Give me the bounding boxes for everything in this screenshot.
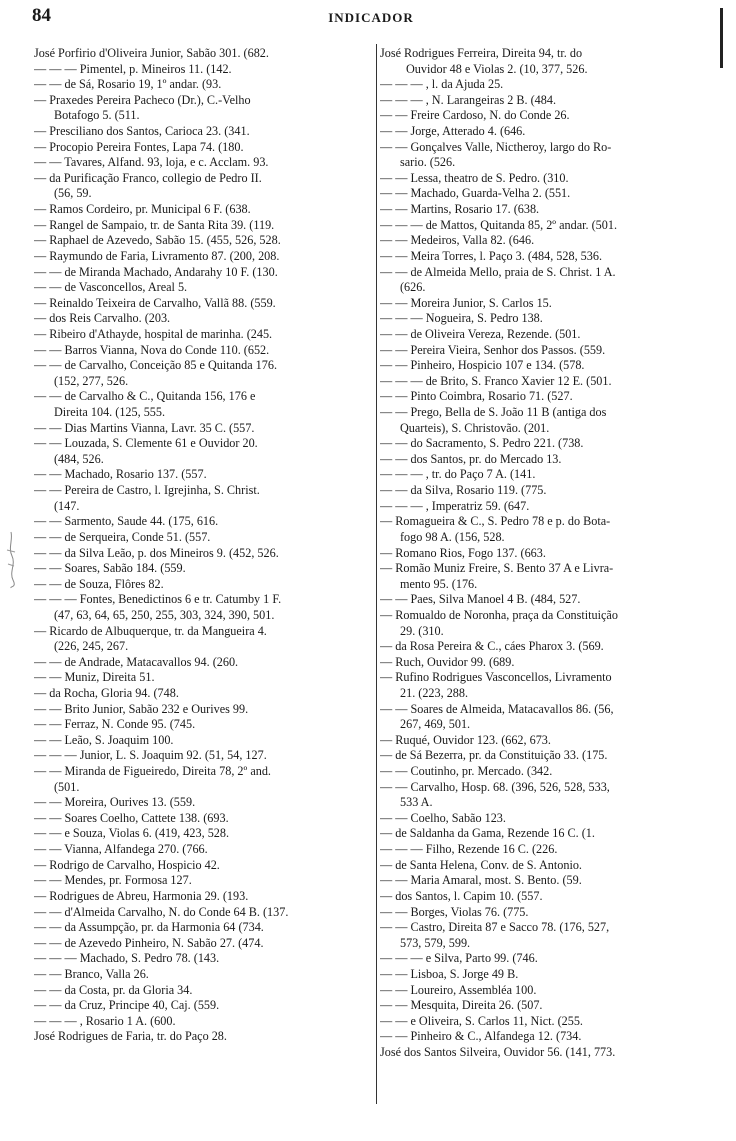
directory-entry-line: — — Pinto Coimbra, Rosario 71. (527. — [380, 389, 573, 404]
margin-scribble — [4, 530, 18, 590]
directory-entry-line: 573, 579, 599. — [400, 935, 471, 950]
directory-entry-line: — Ramos Cordeiro, pr. Municipal 6 F. (638. — [34, 202, 251, 217]
directory-entry-line: — — — , Imperatriz 59. (647. — [380, 498, 530, 513]
directory-entry-line: — — Pinheiro, Hospicio 107 e 134. (578. — [380, 358, 585, 373]
directory-entry-line: — — Soares, Sabão 184. (559. — [34, 561, 186, 576]
directory-entry-line: — — Tavares, Alfand. 93, loja, e c. Acclam. 93. — [34, 155, 269, 170]
directory-entry-line: — Rufino Rodrigues Vasconcellos, Livramento — [380, 670, 612, 685]
directory-entry-line: — — de Carvalho & C., Quitanda 156, 176 e — [34, 389, 256, 404]
directory-entry-line: — dos Santos, l. Capim 10. (557. — [380, 888, 543, 903]
directory-entry-line: — Romualdo de Noronha, praça da Constituição — [380, 607, 618, 622]
directory-entry-line: (147. — [54, 498, 80, 513]
directory-entry-line: José Porfirio d'Oliveira Junior, Sabão 301. (682. — [34, 46, 269, 60]
directory-entry-line: — — Moreira Junior, S. Carlos 15. — [380, 295, 552, 310]
directory-entry-line: — — — Pimentel, p. Mineiros 11. (142. — [34, 61, 232, 76]
directory-entry-line: — — Pinheiro & C., Alfandega 12. (734. — [380, 1029, 582, 1044]
directory-entry-line: — — Ferraz, N. Conde 95. (745. — [34, 717, 196, 732]
directory-entry-line: — — da Silva, Rosario 119. (775. — [380, 483, 547, 498]
directory-entry-line: — Procopio Pereira Fontes, Lapa 74. (180. — [34, 139, 244, 154]
directory-entry-line: — da Rocha, Gloria 94. (748. — [34, 685, 179, 700]
directory-entry-line: — Rodrigues de Abreu, Harmonia 29. (193. — [34, 888, 249, 903]
directory-entry-line: — Ricardo de Albuquerque, tr. da Mangueira 4. — [34, 623, 267, 638]
directory-entry-line: — — — , N. Larangeiras 2 B. (484. — [380, 92, 557, 107]
directory-entry-line: Ouvidor 48 e Violas 2. (10, 377, 526. — [406, 61, 588, 76]
directory-entry-line: — — Maria Amaral, most. S. Bento. (59. — [380, 873, 582, 888]
directory-entry-line: — — da Silva Leão, p. dos Mineiros 9. (452, 526. — [34, 545, 279, 560]
directory-entry-line: (626. — [400, 280, 426, 295]
directory-entry-line: 29. (310. — [400, 623, 444, 638]
directory-entry-line: — — Louzada, S. Clemente 61 e Ouvidor 20. — [34, 436, 258, 451]
directory-entry-line: — — Muniz, Direita 51. — [34, 670, 155, 685]
directory-entry-line: Botafogo 5. (511. — [54, 108, 140, 123]
directory-entry-line: — — de Miranda Machado, Andarahy 10 F. (130. — [34, 264, 278, 279]
directory-entry-line: — — Coutinho, pr. Mercado. (342. — [380, 764, 553, 779]
directory-entry-line: — — Lisboa, S. Jorge 49 B. — [380, 966, 519, 981]
directory-entry-line: — Romagueira & C., S. Pedro 78 e p. do Bota- — [380, 514, 611, 529]
directory-entry-line: — — Martins, Rosario 17. (638. — [380, 202, 540, 217]
directory-entry-line: 267, 469, 501. — [400, 717, 471, 732]
directory-entry-line: fogo 98 A. (156, 528. — [400, 529, 505, 544]
directory-entry-line: 21. (223, 288. — [400, 685, 469, 700]
directory-entry-line: — — Borges, Violas 76. (775. — [380, 904, 529, 919]
directory-entry-line: — — Medeiros, Valla 82. (646. — [380, 233, 535, 248]
directory-entry-line: — de Saldanha da Gama, Rezende 16 C. (1. — [380, 826, 595, 841]
directory-entry-line: — da Rosa Pereira & C., cáes Pharox 3. (569. — [380, 639, 604, 654]
directory-entry-line: — — de Andrade, Matacavallos 94. (260. — [34, 654, 239, 669]
directory-entry-line: — — — , l. da Ajuda 25. — [380, 77, 504, 92]
directory-entry-line: sario. (526. — [400, 155, 456, 170]
directory-entry-line: — — da Costa, pr. da Gloria 34. — [34, 982, 193, 997]
directory-entry-line: — — de Vasconcellos, Areal 5. — [34, 280, 188, 295]
directory-entry-line: — — — e Silva, Parto 99. (746. — [380, 951, 538, 966]
page-header — [26, 5, 716, 27]
directory-entry-line: — — Dias Martins Vianna, Lavr. 35 C. (557. — [34, 420, 255, 435]
directory-entry-line: José dos Santos Silveira, Ouvidor 56. (141, 773. — [380, 1045, 616, 1059]
directory-entry-line: — — Paes, Silva Manoel 4 B. (484, 527. — [380, 592, 581, 607]
directory-entry-line: — — Soares de Almeida, Matacavallos 86. (56, — [380, 701, 614, 716]
directory-entry-line: — — de Sá, Rosario 19, 1º andar. (93. — [34, 77, 222, 92]
directory-entry-line: — — Pereira de Castro, l. Igrejinha, S. Christ. — [34, 483, 260, 498]
directory-entry-line: mento 95. (176. — [400, 576, 478, 591]
directory-entry-line: 533 A. — [400, 795, 433, 810]
directory-entry-line: — — Coelho, Sabão 123. — [380, 810, 506, 825]
directory-entry-line: — Raymundo de Faria, Livramento 87. (200, 208. — [34, 248, 280, 263]
directory-entry-line: — de Santa Helena, Conv. de S. Antonio. — [380, 857, 582, 872]
column-divider — [376, 44, 377, 1104]
directory-entry-line: — Rodrigo de Carvalho, Hospicio 42. — [34, 857, 220, 872]
page-number: 84 — [32, 5, 51, 26]
directory-entry-line: — — de Almeida Mello, praia de S. Christ. 1 A. — [380, 264, 616, 279]
directory-entry-line: — — de Azevedo Pinheiro, N. Sabão 27. (474. — [34, 935, 264, 950]
directory-entry-line: — da Purificação Franco, collegio de Pedro II. — [34, 170, 262, 185]
directory-entry-line: — — — , Rosario 1 A. (600. — [34, 1013, 176, 1028]
directory-entry-line: — — — Fontes, Benedictinos 6 e tr. Catumby 1 F. — [34, 592, 282, 607]
directory-entry-line: — — Pereira Vieira, Senhor dos Passos. (559. — [380, 342, 606, 357]
directory-entry-line: — — de Carvalho, Conceição 85 e Quitanda 176. — [34, 358, 278, 373]
directory-entry-line: — Ribeiro d'Athayde, hospital de marinha. (245. — [34, 326, 273, 341]
directory-entry-line: — — da Cruz, Principe 40, Caj. (559. — [34, 998, 220, 1013]
directory-entry-line: — Presciliano dos Santos, Carioca 23. (341. — [34, 124, 250, 139]
directory-entry-line: — — e Souza, Violas 6. (419, 423, 528. — [34, 826, 230, 841]
directory-entry-line: — Raphael de Azevedo, Sabão 15. (455, 526, 528. — [34, 233, 281, 248]
directory-entry-line: (226, 245, 267. — [54, 639, 129, 654]
directory-entry-line: — — Freire Cardoso, N. do Conde 26. — [380, 108, 570, 123]
directory-entry-line: (501. — [54, 779, 80, 794]
directory-entry-line: — — Loureiro, Assembléa 100. — [380, 982, 537, 997]
directory-entry-line: — — Jorge, Atterado 4. (646. — [380, 124, 526, 139]
right-column — [380, 46, 710, 1061]
directory-entry-line: — — — de Brito, S. Franco Xavier 12 E. (501. — [380, 373, 612, 388]
directory-entry-line: — — Moreira, Ourives 13. (559. — [34, 795, 196, 810]
directory-entry-line: — — Gonçalves Valle, Nictheroy, largo do Ro- — [380, 139, 612, 154]
directory-entry-line: — Rangel de Sampaio, tr. de Santa Rita 39. (119. — [34, 217, 275, 232]
directory-entry-line: (56, 59. — [54, 186, 92, 201]
edge-rule — [720, 8, 723, 68]
directory-entry-line: — — Prego, Bella de S. João 11 B (antiga dos — [380, 405, 607, 420]
directory-entry-line: — — Leão, S. Joaquim 100. — [34, 732, 174, 747]
directory-entry-line: — — Castro, Direita 87 e Sacco 78. (176, 527, — [380, 920, 610, 935]
directory-entry-line: — — do Sacramento, S. Pedro 221. (738. — [380, 436, 584, 451]
directory-entry-line: — — Carvalho, Hosp. 68. (396, 526, 528, 533, — [380, 779, 610, 794]
directory-entry-line: — — Machado, Rosario 137. (557. — [34, 467, 207, 482]
directory-entry-line: — — Mendes, pr. Formosa 127. — [34, 873, 192, 888]
left-column — [34, 46, 374, 1045]
directory-entry-line: — Praxedes Pereira Pacheco (Dr.), C.-Velho — [34, 92, 251, 107]
directory-entry-line: — de Sá Bezerra, pr. da Constituição 33. (175. — [380, 748, 608, 763]
directory-entry-line: — — — Junior, L. S. Joaquim 92. (51, 54, 127. — [34, 748, 267, 763]
directory-entry-line: — — — Machado, S. Pedro 78. (143. — [34, 951, 220, 966]
directory-entry-line: José Rodrigues Ferreira, Direita 94, tr. do — [380, 46, 583, 60]
directory-entry-line: — — Miranda de Figueiredo, Direita 78, 2º and. — [34, 764, 271, 779]
directory-entry-line: — — Soares Coelho, Cattete 138. (693. — [34, 810, 229, 825]
directory-entry-line: — — Meira Torres, l. Paço 3. (484, 528, 536. — [380, 248, 602, 263]
directory-entry-line: Quarteis), S. Christovão. (201. — [400, 420, 550, 435]
directory-entry-line: — — da Assumpção, pr. da Harmonia 64 (734. — [34, 920, 264, 935]
directory-entry-line: — — Sarmento, Saude 44. (175, 616. — [34, 514, 219, 529]
directory-entry-line: — — — de Mattos, Quitanda 85, 2º andar. (501. — [380, 217, 617, 232]
directory-entry-line: — Romano Rios, Fogo 137. (663. — [380, 545, 546, 560]
directory-entry-line: (484, 526. — [54, 451, 104, 466]
directory-entry-line: — Romão Muniz Freire, S. Bento 37 A e Livra- — [380, 561, 614, 576]
directory-entry-line: — — Mesquita, Direita 26. (507. — [380, 998, 543, 1013]
directory-entry-line: Direita 104. (125, 555. — [54, 405, 166, 420]
directory-entry-line: — — e Oliveira, S. Carlos 11, Nict. (255. — [380, 1013, 583, 1028]
directory-entry-line: — — Barros Vianna, Nova do Conde 110. (652. — [34, 342, 270, 357]
directory-entry-line: — Reinaldo Teixeira de Carvalho, Vallã 88. (559. — [34, 295, 276, 310]
directory-entry-line: — — Vianna, Alfandega 270. (766. — [34, 842, 208, 857]
directory-entry-line: — — de Oliveira Vereza, Rezende. (501. — [380, 326, 581, 341]
directory-entry-line: — — Lessa, theatro de S. Pedro. (310. — [380, 170, 569, 185]
directory-entry-line: José Rodrigues de Faria, tr. do Paço 28. — [34, 1029, 227, 1044]
directory-entry-line: — — Machado, Guarda-Velha 2. (551. — [380, 186, 571, 201]
running-head: INDICADOR — [328, 10, 414, 25]
directory-entry-line: — — — , tr. do Paço 7 A. (141. — [380, 467, 536, 482]
directory-entry-line: — — — Filho, Rezende 16 C. (226. — [380, 842, 558, 857]
directory-entry-line: — — — Nogueira, S. Pedro 138. — [380, 311, 543, 326]
directory-entry-line: — — Branco, Valla 26. — [34, 966, 149, 981]
directory-entry-line: — Ruqué, Ouvidor 123. (662, 673. — [380, 732, 551, 747]
directory-entry-line: — Ruch, Ouvidor 99. (689. — [380, 654, 515, 669]
directory-entry-line: — dos Reis Carvalho. (203. — [34, 311, 171, 326]
directory-entry-line: (152, 277, 526. — [54, 373, 129, 388]
directory-entry-line: (47, 63, 64, 65, 250, 255, 303, 324, 390, 501. — [54, 607, 275, 622]
directory-entry-line: — — d'Almeida Carvalho, N. do Conde 64 B. (137. — [34, 904, 289, 919]
directory-entry-line: — — de Souza, Flôres 82. — [34, 576, 164, 591]
directory-entry-line: — — Brito Junior, Sabão 232 e Ourives 99. — [34, 701, 249, 716]
directory-entry-line: — — dos Santos, pr. do Mercado 13. — [380, 451, 562, 466]
directory-entry-line: — — de Serqueira, Conde 51. (557. — [34, 529, 211, 544]
